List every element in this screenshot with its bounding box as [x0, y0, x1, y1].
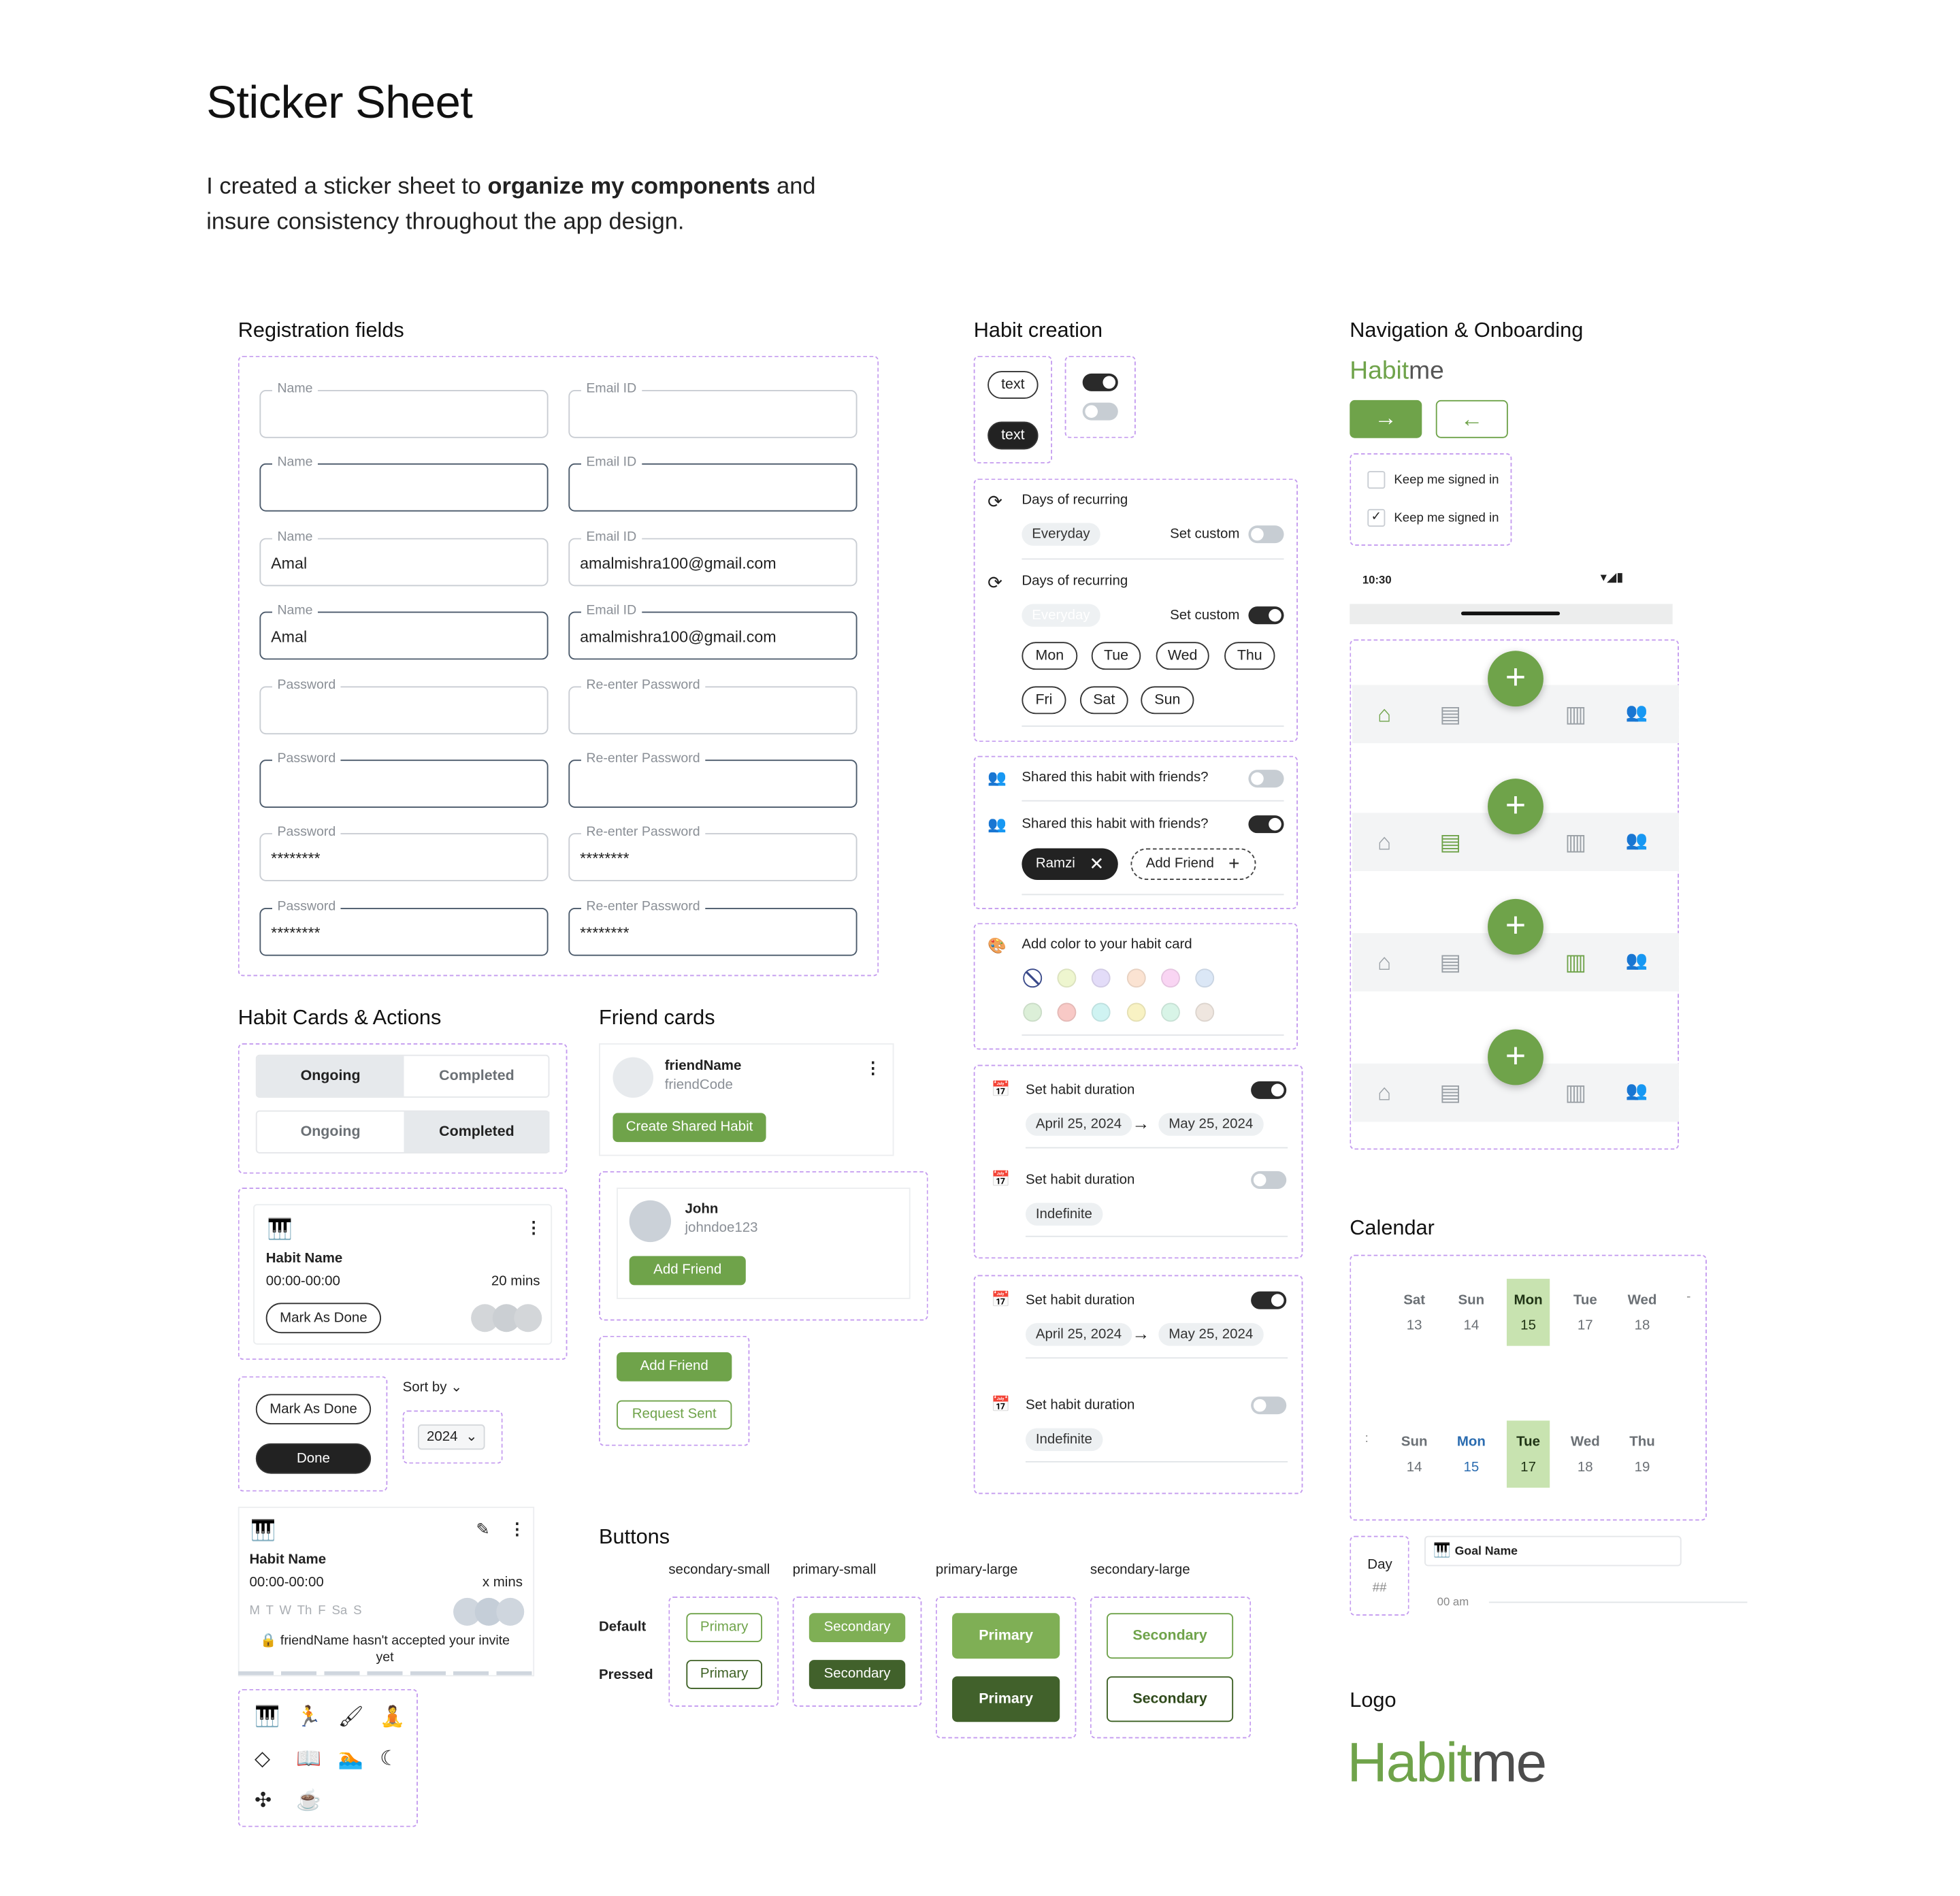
keep-signed-label: Keep me signed in: [1394, 473, 1499, 488]
home-icon[interactable]: ⌂: [1377, 701, 1392, 727]
col-label: primary-large: [935, 1562, 1018, 1578]
more-icon[interactable]: ⋮: [508, 1519, 526, 1539]
share-label: Shared this habit with friends?: [1022, 817, 1209, 832]
add-habit-fab[interactable]: +: [1488, 1030, 1544, 1085]
text-pill-filled[interactable]: text: [987, 422, 1038, 450]
day-3[interactable]: Thu: [1224, 642, 1275, 670]
secondary-large-default[interactable]: Secondary: [1107, 1613, 1233, 1658]
secondary-small-pressed[interactable]: Primary: [686, 1660, 762, 1689]
calendar-day[interactable]: Sun 14: [1458, 1292, 1485, 1334]
buttons-title: Buttons: [598, 1525, 670, 1549]
friend-code: friendCode: [664, 1077, 733, 1093]
mark-as-done-button[interactable]: Mark As Done: [266, 1303, 381, 1333]
row-label-default: Default: [598, 1619, 647, 1635]
everyday-chip[interactable]: Everyday: [1022, 523, 1100, 545]
field-label: Name: [272, 381, 318, 396]
field-value: ********: [271, 924, 321, 942]
day-box: [1350, 1536, 1409, 1616]
chevron-down-icon: ⌄: [451, 1379, 463, 1396]
brush-icon: 🖌: [338, 1706, 364, 1729]
secondary-small-default[interactable]: Primary: [686, 1613, 762, 1642]
status-time: 10:30: [1362, 573, 1392, 587]
field-value: Amal: [271, 554, 308, 572]
password-field[interactable]: [259, 824, 548, 882]
start-date-chip[interactable]: April 25, 2024: [1026, 1323, 1132, 1345]
friends-icon: 👥: [987, 768, 1007, 787]
arrow-icon: →: [1132, 1323, 1150, 1343]
habit-mins: 20 mins: [491, 1273, 540, 1289]
reenter-field[interactable]: [568, 751, 857, 808]
day-6[interactable]: Sun: [1141, 686, 1194, 714]
calendar-day[interactable]: Thu 19: [1629, 1434, 1655, 1475]
field-label: Re-enter Password: [581, 899, 705, 914]
swim-icon: 🏊: [338, 1748, 363, 1770]
field-value: amalmishra100@gmail.com: [580, 554, 777, 572]
share-label: Shared this habit with friends?: [1022, 770, 1209, 785]
habit-time: 00:00-00:00: [265, 1273, 340, 1289]
friend-code: johndoe123: [685, 1220, 758, 1236]
set-custom-label: Set custom: [1170, 608, 1240, 623]
book-icon: 📖: [296, 1748, 322, 1770]
field-label: Password: [272, 899, 341, 914]
repeat-icon: ⟳: [987, 572, 1002, 593]
calendar-day[interactable]: Tue 17: [1507, 1420, 1550, 1488]
goal-item[interactable]: 🎹 Goal Name: [1424, 1536, 1682, 1567]
day-0[interactable]: Mon: [1022, 642, 1077, 670]
calendar-day[interactable]: Mon 15: [1456, 1434, 1486, 1475]
friend-name: John: [685, 1201, 719, 1217]
name-field[interactable]: [259, 455, 548, 512]
end-date-chip[interactable]: May 25, 2024: [1158, 1323, 1263, 1345]
duration-toggle[interactable]: [1251, 1171, 1286, 1189]
reenter-field[interactable]: [568, 898, 857, 956]
email-field[interactable]: [568, 381, 857, 438]
add-habit-fab[interactable]: +: [1488, 779, 1544, 834]
email-field[interactable]: [568, 602, 857, 660]
duration-label: Set habit duration: [1025, 1292, 1135, 1308]
friends-icon[interactable]: 👥: [1625, 701, 1648, 722]
habit-name: Habit Name: [265, 1251, 343, 1266]
palette-icon: 🎨: [987, 936, 1007, 955]
habits-icon[interactable]: ▤: [1439, 949, 1462, 975]
add-habit-fab[interactable]: +: [1488, 899, 1544, 955]
color-swatch[interactable]: [1126, 968, 1145, 987]
toggle-off[interactable]: [1083, 403, 1118, 421]
status-icons: ▾◢▮: [1600, 571, 1624, 585]
field-value: ********: [580, 924, 630, 942]
day-4[interactable]: Fri: [1022, 686, 1066, 714]
segmented-tabs: [256, 1055, 550, 1098]
name-field[interactable]: [259, 381, 548, 438]
calendar-icon: 📅: [991, 1079, 1011, 1098]
field-label: Name: [272, 603, 318, 618]
request-sent-button[interactable]: Request Sent: [617, 1401, 732, 1430]
friends-icon: 👥: [987, 815, 1007, 834]
stats-icon[interactable]: ▥: [1565, 949, 1587, 975]
calendar-day[interactable]: Sat 13: [1403, 1292, 1426, 1334]
habits-icon[interactable]: ▤: [1439, 829, 1462, 855]
field-label: Email ID: [581, 381, 642, 396]
duration-toggle[interactable]: [1251, 1396, 1286, 1414]
avatar: [612, 1057, 653, 1098]
name-field[interactable]: [259, 602, 548, 660]
tab-completed-active[interactable]: Completed: [404, 1111, 549, 1152]
duration-label: Set habit duration: [1025, 1172, 1135, 1188]
weekday-row: M T W Th F Sa S: [249, 1604, 362, 1618]
stats-icon[interactable]: ▥: [1565, 1079, 1587, 1106]
reenter-field[interactable]: [568, 824, 857, 882]
field-label: Email ID: [581, 603, 642, 618]
habit-time: 00:00-00:00: [249, 1575, 324, 1590]
calendar-day[interactable]: Tue 17: [1573, 1292, 1597, 1334]
calendar-title: Calendar: [1350, 1216, 1435, 1240]
email-field[interactable]: [568, 455, 857, 512]
mark-as-done-button[interactable]: Mark As Done: [256, 1394, 371, 1424]
day-label: Day: [1367, 1557, 1392, 1573]
dot-marker: :: [1365, 1432, 1369, 1446]
duration-label: Set habit duration: [1025, 1082, 1135, 1098]
lock-icon: 🔒: [260, 1633, 277, 1649]
puzzle-icon: ✣: [254, 1790, 272, 1812]
registration-title: Registration fields: [238, 318, 404, 342]
friend-avatars: [453, 1598, 524, 1626]
color-label: Add color to your habit card: [1022, 936, 1192, 953]
habit-name: Habit Name: [249, 1552, 327, 1568]
field-value: ********: [271, 850, 321, 868]
tab-ongoing-active[interactable]: Ongoing: [257, 1056, 404, 1097]
password-field[interactable]: [259, 751, 548, 808]
duration-label: Set habit duration: [1025, 1397, 1135, 1413]
field-label: Re-enter Password: [581, 751, 705, 766]
password-field[interactable]: [259, 676, 548, 734]
set-custom-label: Set custom: [1170, 526, 1240, 542]
friend-name: friendName: [664, 1058, 742, 1074]
recurring-label: Days of recurring: [1022, 492, 1128, 508]
duration-toggle[interactable]: [1251, 1081, 1286, 1099]
primary-small-default[interactable]: Secondary: [809, 1613, 905, 1642]
toggle-box: [1065, 356, 1136, 438]
reenter-field[interactable]: [568, 676, 857, 734]
sort-by-label[interactable]: Sort by ⌄: [402, 1379, 463, 1396]
back-button[interactable]: ←: [1436, 400, 1508, 438]
indefinite-chip[interactable]: Indefinite: [1026, 1203, 1102, 1225]
add-friend-button[interactable]: Add Friend: [617, 1352, 732, 1382]
calendar-icon: 📅: [991, 1290, 1011, 1308]
day-2[interactable]: Wed: [1156, 642, 1209, 670]
color-swatch[interactable]: [1023, 1002, 1042, 1021]
chevron-down-icon: ⌄: [466, 1429, 478, 1445]
pending-invite-text: 🔒 friendName hasn't accepted your invite yet: [260, 1633, 510, 1665]
logo-title: Logo: [1350, 1688, 1396, 1712]
field-label: Name: [272, 529, 318, 544]
everyday-chip-disabled[interactable]: Everyday: [1022, 604, 1100, 626]
set-custom-toggle-on[interactable]: [1248, 606, 1284, 624]
field-label: Password: [272, 677, 341, 692]
logo: Habitme: [1347, 1732, 1546, 1795]
text-pill-outline[interactable]: text: [987, 371, 1038, 399]
segmented-tabs: [256, 1111, 550, 1154]
registration-box: [238, 356, 879, 977]
col-label: secondary-small: [668, 1562, 770, 1578]
calendar-icon: 📅: [991, 1170, 1011, 1188]
color-swatch[interactable]: [1195, 968, 1214, 987]
col-label: primary-small: [792, 1562, 877, 1578]
field-label: Email ID: [581, 455, 642, 470]
field-value: Amal: [271, 628, 308, 647]
color-swatch[interactable]: [1126, 1002, 1145, 1021]
calendar-day[interactable]: Mon 15: [1507, 1279, 1550, 1346]
field-label: Re-enter Password: [581, 825, 705, 840]
share-toggle-off[interactable]: [1248, 770, 1284, 787]
tab-completed[interactable]: Completed: [439, 1068, 514, 1084]
moon-icon: ☾: [380, 1748, 398, 1770]
friend-cards-title: Friend cards: [598, 1007, 715, 1030]
time-label: 00 am: [1437, 1595, 1469, 1608]
primary-large-pressed[interactable]: Primary: [952, 1676, 1060, 1722]
piano-icon: 🎹: [267, 1219, 293, 1241]
intro-text: I created a sticker sheet to organize my components and insure consistency throughout the app design.: [206, 172, 816, 235]
add-friend-chip[interactable]: Add Friend +: [1130, 849, 1256, 881]
friends-icon[interactable]: 👥: [1625, 949, 1648, 970]
calendar-day[interactable]: Wed 18: [1627, 1292, 1657, 1334]
piano-icon: 🎹: [1433, 1543, 1451, 1559]
primary-small-pressed[interactable]: Secondary: [809, 1660, 905, 1689]
brand-small: Habitme: [1350, 357, 1444, 385]
recurring-label: Days of recurring: [1022, 573, 1128, 589]
home-indicator-bar: [1350, 604, 1672, 624]
password-field[interactable]: [259, 898, 548, 956]
piano-icon: 🎹: [250, 1520, 276, 1543]
field-label: Password: [272, 825, 341, 840]
field-value: amalmishra100@gmail.com: [580, 628, 777, 647]
calendar-icon: 📅: [991, 1395, 1011, 1413]
day-5[interactable]: Sat: [1080, 686, 1128, 714]
home-icon[interactable]: ⌂: [1377, 829, 1392, 855]
end-date-chip[interactable]: May 25, 2024: [1158, 1113, 1263, 1135]
progress-segments: [238, 1671, 534, 1676]
home-icon[interactable]: ⌂: [1377, 1079, 1392, 1106]
plus-icon: +: [1228, 853, 1240, 875]
add-habit-fab[interactable]: +: [1488, 651, 1544, 706]
secondary-large-pressed[interactable]: Secondary: [1107, 1676, 1233, 1722]
stats-icon[interactable]: ▥: [1565, 701, 1587, 727]
row-label-pressed: Pressed: [598, 1667, 653, 1683]
piano-icon: 🎹: [254, 1706, 280, 1729]
close-icon: ✕: [1089, 853, 1105, 874]
avatar: [630, 1200, 671, 1242]
next-button[interactable]: →: [1350, 400, 1422, 438]
email-field[interactable]: [568, 529, 857, 586]
field-value: ********: [580, 850, 630, 868]
stats-icon[interactable]: ▥: [1565, 829, 1587, 855]
meditation-icon: 🧘: [380, 1706, 406, 1729]
navigation-title: Navigation & Onboarding: [1350, 318, 1584, 342]
habit-mins: x mins: [482, 1575, 523, 1590]
color-swatch[interactable]: [1161, 968, 1180, 987]
repeat-icon: ⟳: [987, 491, 1002, 512]
more-icon[interactable]: ⋮: [525, 1217, 542, 1237]
tab-ongoing[interactable]: Ongoing: [300, 1124, 361, 1140]
keep-signed-checkbox-unchecked[interactable]: [1367, 471, 1385, 489]
col-label: secondary-large: [1090, 1562, 1190, 1578]
field-label: Email ID: [581, 529, 642, 544]
duration-toggle[interactable]: [1251, 1292, 1286, 1309]
edit-icon[interactable]: ✎: [476, 1519, 490, 1539]
home-icon[interactable]: ⌂: [1377, 949, 1392, 975]
indefinite-chip[interactable]: Indefinite: [1026, 1428, 1102, 1451]
day-number: ##: [1372, 1581, 1387, 1596]
field-label: Name: [272, 455, 318, 470]
more-icon[interactable]: ⋮: [864, 1058, 881, 1078]
keep-signed-label: Keep me signed in: [1394, 511, 1499, 526]
name-field[interactable]: [259, 529, 548, 586]
page-title: Sticker Sheet: [206, 76, 473, 128]
add-friend-button[interactable]: Add Friend: [630, 1256, 746, 1286]
keep-signed-checkbox-checked[interactable]: ✓: [1367, 509, 1385, 527]
create-shared-habit-button[interactable]: Create Shared Habit: [612, 1113, 766, 1142]
keep-signed-box: [1350, 453, 1512, 546]
set-custom-toggle-off[interactable]: [1248, 525, 1284, 543]
dot-marker: -: [1686, 1290, 1691, 1305]
no-color-swatch[interactable]: [1023, 968, 1042, 987]
friends-icon[interactable]: 👥: [1625, 1079, 1648, 1100]
day-1[interactable]: Tue: [1092, 642, 1141, 670]
toggle-on[interactable]: [1083, 374, 1118, 391]
habits-icon[interactable]: ▤: [1439, 701, 1462, 727]
habit-creation-title: Habit creation: [973, 318, 1103, 342]
calendar-day[interactable]: Sun 14: [1401, 1434, 1428, 1475]
coffee-icon: ☕: [296, 1790, 322, 1812]
calendar-day[interactable]: Wed 18: [1570, 1434, 1600, 1475]
eraser-icon: ◇: [254, 1748, 270, 1770]
friend-chip[interactable]: Ramzi ✕: [1022, 849, 1117, 881]
share-toggle-on[interactable]: [1248, 815, 1284, 833]
color-swatch[interactable]: [1195, 1002, 1214, 1021]
primary-large-default[interactable]: Primary: [952, 1613, 1060, 1658]
field-label: Re-enter Password: [581, 677, 705, 692]
done-button[interactable]: Done: [256, 1443, 371, 1474]
color-swatch[interactable]: [1161, 1002, 1180, 1021]
friend-avatars: [471, 1304, 542, 1332]
habit-cards-title: Habit Cards & Actions: [238, 1007, 442, 1030]
year-select[interactable]: 2024 ⌄: [418, 1424, 485, 1450]
field-label: Password: [272, 751, 341, 766]
habits-icon[interactable]: ▤: [1439, 1079, 1462, 1106]
start-date-chip[interactable]: April 25, 2024: [1026, 1113, 1132, 1135]
run-icon: 🏃: [296, 1706, 322, 1729]
arrow-icon: →: [1132, 1113, 1150, 1134]
friends-icon[interactable]: 👥: [1625, 829, 1648, 850]
